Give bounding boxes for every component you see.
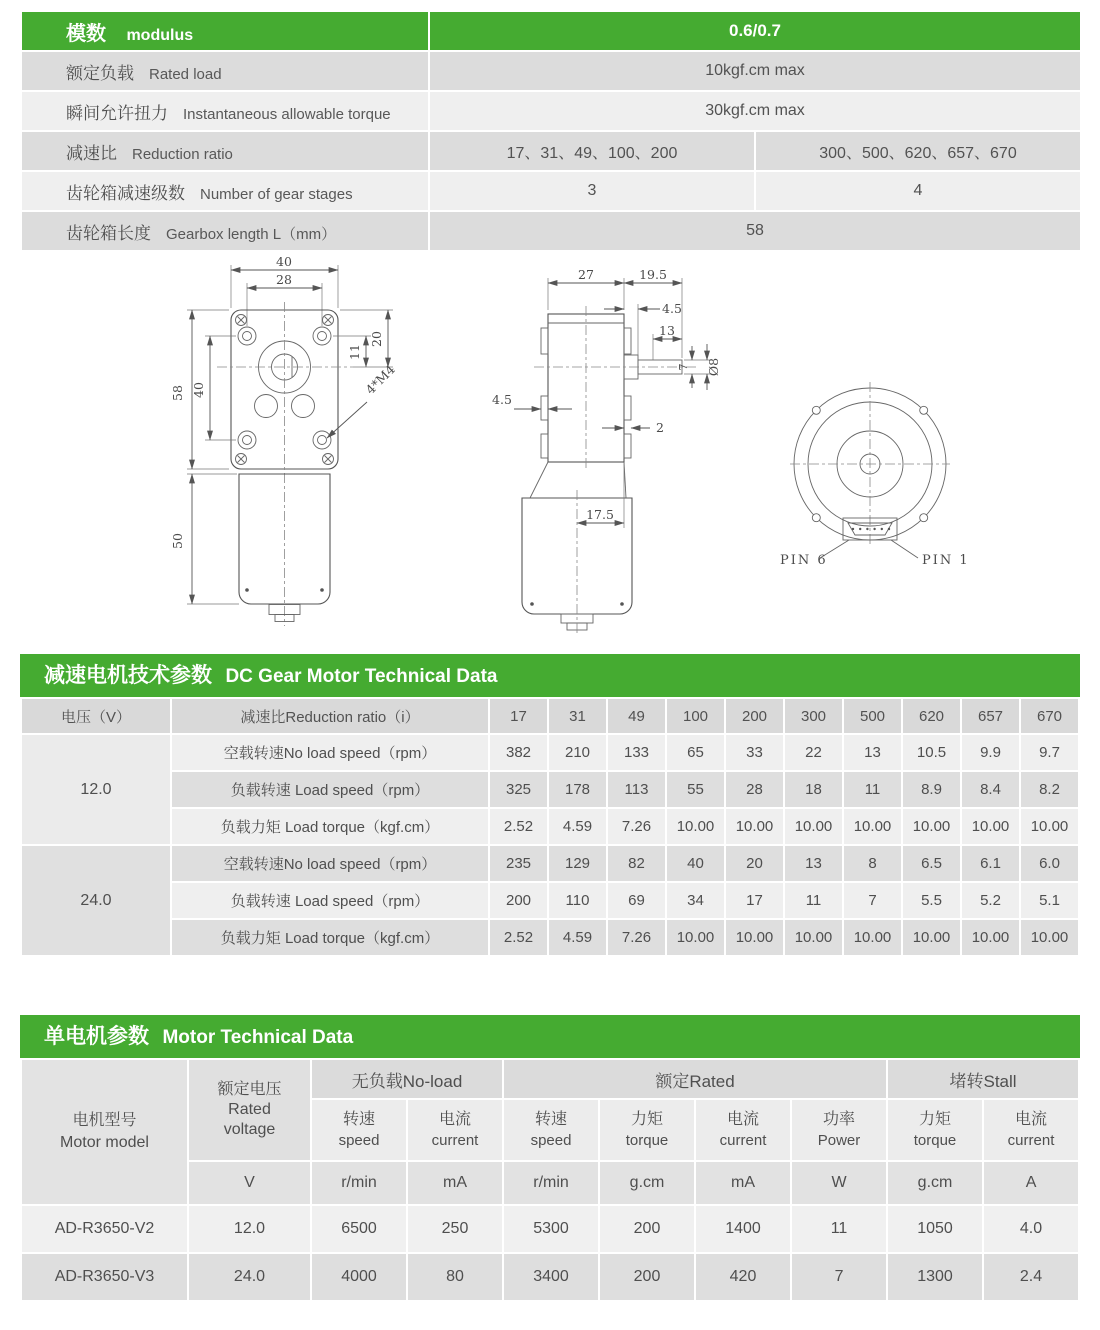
- gear-row: [21, 734, 1079, 771]
- pin-1-label: PIN 1: [922, 553, 970, 568]
- dim-hole-span-40: 40: [191, 382, 206, 398]
- rated-voltage-header: 额定电压 Rated voltage: [188, 1059, 311, 1161]
- gear-value: 235: [489, 845, 548, 882]
- gear-value: 6.1: [961, 845, 1020, 882]
- spec-row-label: 减速比 Reduction ratio: [21, 131, 429, 171]
- motor-title-zh: 单电机参数: [44, 1025, 149, 1048]
- ratio-col-header: 620: [902, 698, 961, 734]
- gear-value: 5.2: [961, 882, 1020, 919]
- rated-group-header: 额定Rated: [503, 1059, 887, 1099]
- gear-value: 9.7: [1020, 734, 1079, 771]
- gear-value: 55: [666, 771, 725, 808]
- voltage-cell: 24.0: [21, 845, 171, 956]
- gear-value: 10.00: [784, 919, 843, 956]
- side-view-drawing: [450, 252, 760, 637]
- dim-motor-50: 50: [170, 533, 185, 549]
- motor-subheader: 功率 Power: [791, 1099, 887, 1161]
- spec-row: [21, 131, 1081, 171]
- modulus-label-en: modulus: [126, 26, 194, 44]
- rear-view-drawing: [770, 372, 1060, 602]
- motor-value: 7: [791, 1253, 887, 1301]
- motor-model: AD-R3650-V3: [21, 1253, 188, 1301]
- gear-value: 10.00: [666, 919, 725, 956]
- ratio-col-header: 100: [666, 698, 725, 734]
- gear-value: 8.4: [961, 771, 1020, 808]
- gear-value: 22: [784, 734, 843, 771]
- motor-title-en: Motor Technical Data: [162, 1027, 354, 1048]
- dim-tab-2: 2: [656, 420, 664, 435]
- motor-value: 11: [791, 1205, 887, 1253]
- ratio-column-header: 减速比Reduction ratio（i）: [171, 698, 489, 734]
- motor-value: 2.4: [983, 1253, 1079, 1301]
- spec-row-label: 齿轮箱减速级数 Number of gear stages: [21, 171, 429, 211]
- gear-value: 10.00: [1020, 808, 1079, 845]
- gear-row-label: 负载力矩 Load torque（kgf.cm）: [171, 808, 489, 845]
- gear-value: 8.2: [1020, 771, 1079, 808]
- ratio-col-header: 670: [1020, 698, 1079, 734]
- gear-value: 200: [489, 882, 548, 919]
- motor-value: 80: [407, 1253, 503, 1301]
- unit-header: W: [791, 1161, 887, 1205]
- ratio-col-header: 49: [607, 698, 666, 734]
- spec-row: [21, 91, 1081, 131]
- gear-row-label: 负载转速 Load speed（rpm）: [171, 771, 489, 808]
- gear-section-title: [20, 654, 1080, 697]
- spec-row-value: 30kgf.cm max: [429, 91, 1081, 131]
- motor-value: 12.0: [188, 1205, 311, 1253]
- motor-section-title: [20, 1015, 1080, 1058]
- gear-data-table: [20, 697, 1080, 957]
- motor-row: [21, 1253, 1079, 1301]
- unit-header: r/min: [503, 1161, 599, 1205]
- gear-row-label: 空载转速No load speed（rpm）: [171, 734, 489, 771]
- dim-flat-13: 13: [659, 323, 675, 338]
- gear-value: 11: [843, 771, 902, 808]
- motor-value: 420: [695, 1253, 791, 1301]
- gearbox-plate-outline: [231, 310, 338, 469]
- motor-group-header-row: [21, 1059, 1079, 1099]
- gear-row: [21, 882, 1079, 919]
- gear-value: 40: [666, 845, 725, 882]
- gear-value: 7.26: [607, 919, 666, 956]
- gear-value: 178: [548, 771, 607, 808]
- gear-value: 13: [784, 845, 843, 882]
- gear-value: 10.00: [961, 808, 1020, 845]
- gear-value: 10.00: [902, 919, 961, 956]
- motor-subheader: 力矩 torque: [887, 1099, 983, 1161]
- technical-drawings: [20, 252, 1080, 654]
- gear-value: 8.9: [902, 771, 961, 808]
- unit-header: g.cm: [599, 1161, 695, 1205]
- gear-value: 34: [666, 882, 725, 919]
- gear-value: 382: [489, 734, 548, 771]
- dim-offset-20: 20: [369, 331, 384, 347]
- gear-row: [21, 845, 1079, 882]
- spec-row-label: 额定负载 Rated load: [21, 51, 429, 91]
- gear-value: 10.00: [725, 919, 784, 956]
- gear-value: 4.59: [548, 808, 607, 845]
- motor-value: 4000: [311, 1253, 407, 1301]
- ratio-col-header: 17: [489, 698, 548, 734]
- gear-value: 5.5: [902, 882, 961, 919]
- motor-value: 4.0: [983, 1205, 1079, 1253]
- front-view-drawing: [165, 252, 435, 637]
- gear-value: 10.00: [843, 919, 902, 956]
- dim-height-58: 58: [170, 385, 185, 401]
- ratio-col-header: 500: [843, 698, 902, 734]
- gear-value: 10.00: [666, 808, 725, 845]
- ratio-col-header: 200: [725, 698, 784, 734]
- spec-row: [21, 211, 1081, 251]
- connector-pins: [852, 528, 890, 530]
- gear-value: 7.26: [607, 808, 666, 845]
- motor-value: 1400: [695, 1205, 791, 1253]
- ratio-col-header: 300: [784, 698, 843, 734]
- spec-row-label: 齿轮箱长度 Gearbox length L（mm）: [21, 211, 429, 251]
- gear-value: 17: [725, 882, 784, 919]
- spec-row: [21, 51, 1081, 91]
- motor-subheader: 转速 speed: [311, 1099, 407, 1161]
- gear-value: 10.00: [902, 808, 961, 845]
- gear-value: 5.1: [1020, 882, 1079, 919]
- motor-value: 250: [407, 1205, 503, 1253]
- no-load-group-header: 无负载No-load: [311, 1059, 503, 1099]
- motor-value: 5300: [503, 1205, 599, 1253]
- model-header-en: Motor model: [60, 1134, 149, 1151]
- gear-value: 6.5: [902, 845, 961, 882]
- gear-value: 33: [725, 734, 784, 771]
- motor-value: 3400: [503, 1253, 599, 1301]
- gear-value: 20: [725, 845, 784, 882]
- dim-gearbox-27: 27: [578, 267, 594, 282]
- gear-value: 11: [784, 882, 843, 919]
- motor-row: [21, 1205, 1079, 1253]
- ratio-col-header: 31: [548, 698, 607, 734]
- modulus-header: [21, 11, 429, 51]
- gear-row-label: 负载力矩 Load torque（kgf.cm）: [171, 919, 489, 956]
- voltage-column-header: 电压（V）: [21, 698, 171, 734]
- gear-value: 69: [607, 882, 666, 919]
- gear-value: 13: [843, 734, 902, 771]
- spec-row: [21, 171, 1081, 211]
- motor-value: 200: [599, 1205, 695, 1253]
- motor-subheader: 力矩 torque: [599, 1099, 695, 1161]
- dim-tab-4-5: 4.5: [492, 392, 512, 407]
- dim-width-40: 40: [276, 254, 292, 269]
- spec-header-row: [21, 11, 1081, 51]
- motor-subheader: 电流 current: [983, 1099, 1079, 1161]
- dim-step-4-5: 4.5: [662, 301, 682, 316]
- spec-row-value: 58: [429, 211, 1081, 251]
- unit-header: g.cm: [887, 1161, 983, 1205]
- gear-row: [21, 771, 1079, 808]
- gear-value: 82: [607, 845, 666, 882]
- ratio-col-header: 657: [961, 698, 1020, 734]
- motor-value: 6500: [311, 1205, 407, 1253]
- motor-data-table: [20, 1058, 1080, 1302]
- gear-value: 10.00: [961, 919, 1020, 956]
- gear-value: 10.00: [784, 808, 843, 845]
- motor-value: 24.0: [188, 1253, 311, 1301]
- gear-value: 10.00: [1020, 919, 1079, 956]
- spec-row-value: 300、500、620、657、670: [755, 131, 1081, 171]
- gear-value: 210: [548, 734, 607, 771]
- gear-value: 65: [666, 734, 725, 771]
- spec-row-value: 17、31、49、100、200: [429, 131, 755, 171]
- spec-row-value: 4: [755, 171, 1081, 211]
- gear-value: 110: [548, 882, 607, 919]
- dim-offset-11: 11: [347, 344, 362, 360]
- gear-header-row: [21, 698, 1079, 734]
- motor-subheader: 电流 current: [695, 1099, 791, 1161]
- unit-header: mA: [407, 1161, 503, 1205]
- motor-value: 200: [599, 1253, 695, 1301]
- model-column-header: [21, 1059, 188, 1205]
- unit-header: V: [188, 1161, 311, 1205]
- dim-shaft-dia-8: Ø8: [706, 357, 721, 377]
- gear-title-zh: 减速电机技术参数: [44, 664, 212, 687]
- gear-value: 129: [548, 845, 607, 882]
- modulus-value: 0.6/0.7: [429, 11, 1081, 51]
- spec-row-value: 10kgf.cm max: [429, 51, 1081, 91]
- voltage-cell: 12.0: [21, 734, 171, 845]
- modulus-label-zh: 模数: [66, 22, 106, 45]
- gear-value: 7: [843, 882, 902, 919]
- gear-value: 113: [607, 771, 666, 808]
- gear-value: 133: [607, 734, 666, 771]
- gear-value: 10.00: [843, 808, 902, 845]
- motor-subheader: 电流 current: [407, 1099, 503, 1161]
- gear-row: [21, 919, 1079, 956]
- gear-value: 2.52: [489, 919, 548, 956]
- motor-value: 1300: [887, 1253, 983, 1301]
- model-header-zh: 电机型号: [72, 1112, 137, 1130]
- gear-value: 6.0: [1020, 845, 1079, 882]
- gear-row-label: 空载转速No load speed（rpm）: [171, 845, 489, 882]
- motor-subheader: 转速 speed: [503, 1099, 599, 1161]
- pin-6-label: PIN 6: [780, 553, 828, 568]
- gear-value: 28: [725, 771, 784, 808]
- gear-value: 325: [489, 771, 548, 808]
- gear-value: 8: [843, 845, 902, 882]
- dim-width-28: 28: [276, 272, 292, 287]
- unit-header: r/min: [311, 1161, 407, 1205]
- spec-row-label: 瞬间允许扭力 Instantaneous allowable torque: [21, 91, 429, 131]
- stall-group-header: 堵转Stall: [887, 1059, 1079, 1099]
- unit-header: mA: [695, 1161, 791, 1205]
- motor-model: AD-R3650-V2: [21, 1205, 188, 1253]
- gear-value: 9.9: [961, 734, 1020, 771]
- gear-value: 10.5: [902, 734, 961, 771]
- gear-row: [21, 808, 1079, 845]
- gear-value: 18: [784, 771, 843, 808]
- gear-title-en: DC Gear Motor Technical Data: [225, 666, 498, 687]
- gear-value: 4.59: [548, 919, 607, 956]
- gear-row-label: 负载转速 Load speed（rpm）: [171, 882, 489, 919]
- gear-value: 10.00: [725, 808, 784, 845]
- gear-value: 2.52: [489, 808, 548, 845]
- dim-flat-7: 7: [677, 363, 690, 371]
- dim-shaft-19-5: 19.5: [639, 267, 667, 282]
- screw-spec-label: 4*M4: [362, 361, 398, 398]
- motor-value: 1050: [887, 1205, 983, 1253]
- spec-row-value: 3: [429, 171, 755, 211]
- spec-table: [20, 10, 1082, 252]
- dim-offset-17-5: 17.5: [586, 507, 614, 522]
- unit-header: A: [983, 1161, 1079, 1205]
